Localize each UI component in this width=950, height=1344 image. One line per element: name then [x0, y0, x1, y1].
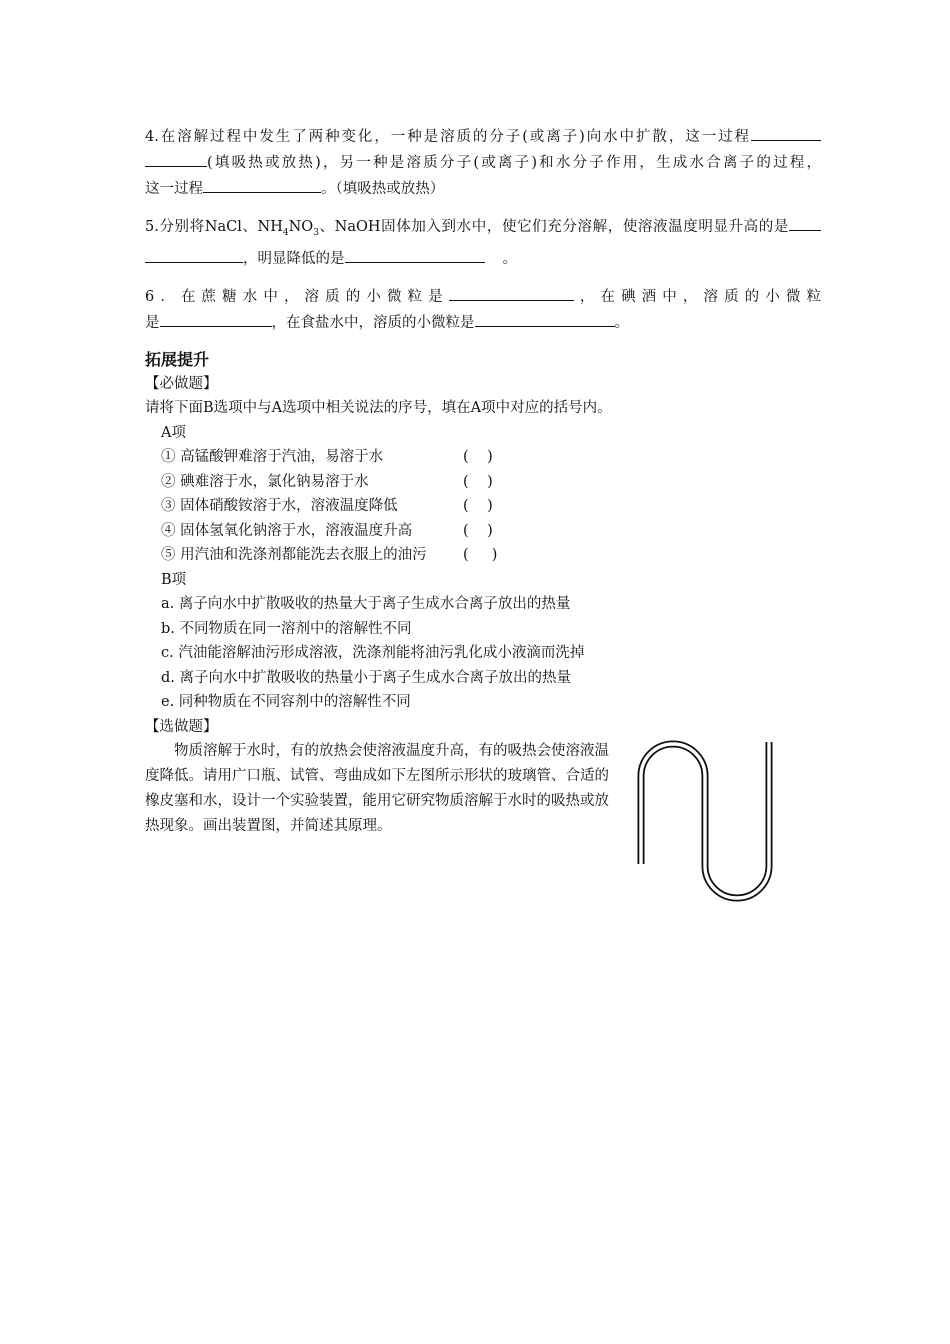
q4-line-2: (填吸热或放热)，另一种是溶质分子(或离子)和水分子作用，生成水合离子的过程， [145, 150, 821, 176]
q6-line-2: 是 ，在食盐水中，溶质的小微粒是 。 [145, 310, 821, 336]
q4-line-1: 4.在溶解过程中发生了两种变化，一种是溶质的分子(或离子)向水中扩散，这一过程 [145, 124, 821, 150]
b-item: b. 不同物质在同一溶剂中的溶解性不同 [161, 620, 412, 637]
a-item: ① 高锰酸钾难溶于汽油，易溶于水 ( ) [145, 445, 821, 470]
a-title: A项 [161, 424, 186, 441]
answer-blank[interactable] [449, 285, 574, 301]
answer-blank[interactable] [145, 247, 243, 263]
document-page [145, 124, 821, 839]
answer-blank[interactable] [145, 151, 207, 167]
required-label: 【必做题】 [145, 375, 218, 392]
answer-blank[interactable] [751, 125, 821, 141]
answer-parentheses[interactable]: ( ) [463, 547, 498, 564]
required-section [145, 372, 821, 715]
q6-line-1: 6．在蔗糖水中，溶质的小微粒是 ，在碘酒中，溶质的小微粒 [145, 284, 821, 310]
question-6 [145, 284, 821, 336]
answer-blank[interactable] [789, 215, 821, 231]
a-item: ④ 固体氢氧化钠溶于水，溶液温度升高 ( ) [145, 519, 821, 544]
a-item: ③ 固体硝酸铵溶于水，溶液温度降低 ( ) [145, 494, 821, 519]
question-5 [145, 214, 821, 272]
q4-line-3: 这一过程 。（填吸热或放热） [145, 176, 821, 202]
optional-text: 物质溶解于水时，有的放热会使溶液温度升高，有的吸热会使溶液温度降低。请用广口瓶、试管、弯曲成如下左图所示形状的玻璃管、合适的橡皮塞和水，设计一个实验装置，能用它研究物质溶解于水时的吸热或放热现象。画出装置图，并简述其原理。 [145, 743, 609, 835]
a-item: ⑤ 用汽油和洗涤剂都能洗去衣服上的油污 ( ) [145, 543, 821, 568]
answer-blank[interactable] [345, 247, 485, 263]
bent-glass-tube-figure [637, 736, 787, 906]
b-item: e. 同种物质在不同容剂中的溶解性不同 [161, 694, 411, 711]
answer-blank[interactable] [475, 311, 615, 327]
answer-parentheses[interactable]: ( ) [463, 449, 493, 466]
a-item: ② 碘难溶于水，氯化钠易溶于水 ( ) [145, 470, 821, 495]
required-instruction: 请将下面B选项中与A选项中相关说法的序号，填在A项中对应的括号内。 [145, 400, 612, 417]
answer-parentheses[interactable]: ( ) [463, 473, 493, 490]
b-title: B项 [161, 571, 187, 588]
answer-blank[interactable] [203, 177, 321, 193]
b-item: a. 离子向水中扩散吸收的热量大于离子生成水合离子放出的热量 [161, 596, 571, 613]
section-title: 拓展提升 [145, 349, 210, 369]
answer-blank[interactable] [160, 311, 272, 327]
b-item: d. 离子向水中扩散吸收的热量小于离子生成水合离子放出的热量 [161, 669, 571, 686]
answer-parentheses[interactable]: ( ) [463, 498, 493, 515]
q5-line-1: 5.分别将NaCl、$NH_4NO_3$、NaOH固体加入到水中，使它们充分溶解，使溶液温度明显升高的是 [145, 214, 821, 246]
answer-parentheses[interactable]: ( ) [463, 522, 493, 539]
optional-label: 【选做题】 [145, 718, 218, 735]
q5-line-2: ，明显降低的是 。 [145, 246, 821, 272]
question-4 [145, 124, 821, 202]
b-item: c. 汽油能溶解油污形成溶液，洗涤剂能将油污乳化成小液滴而洗掉 [161, 645, 585, 662]
